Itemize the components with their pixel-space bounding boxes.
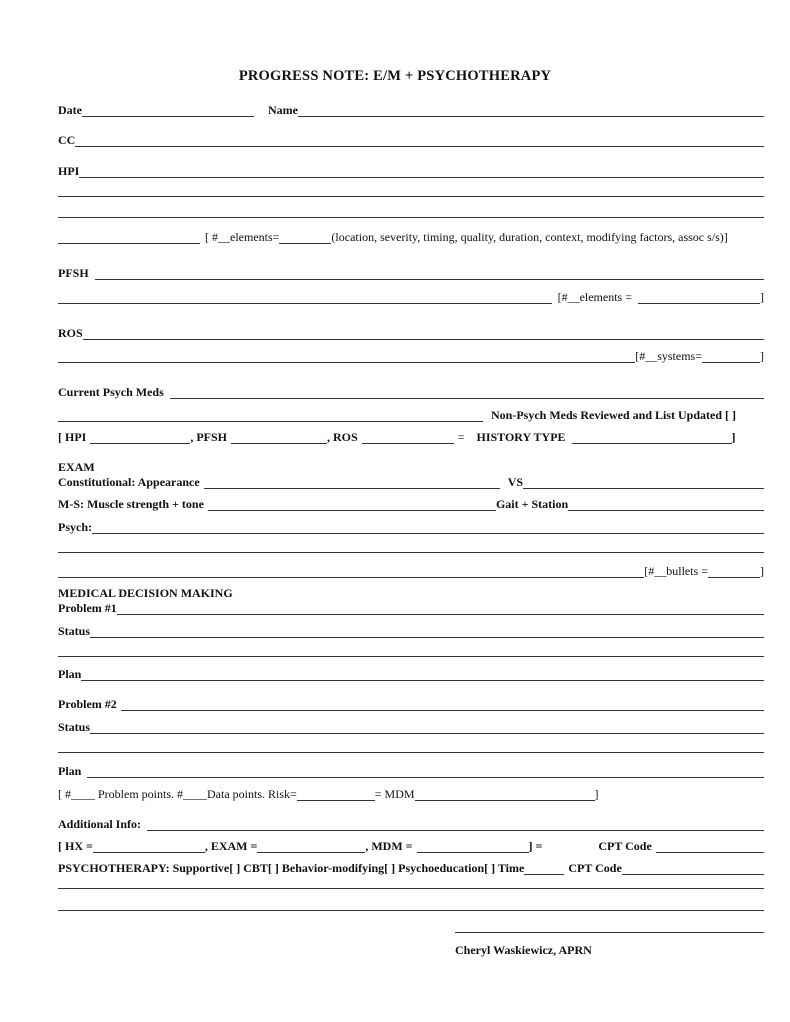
name-field[interactable]	[298, 105, 764, 117]
status1-field[interactable]	[90, 626, 764, 638]
status1-row	[58, 622, 764, 638]
hpi-line-3[interactable]	[58, 217, 764, 218]
additional-info-row	[58, 815, 764, 831]
hist-equals: =	[457, 430, 465, 444]
hist-ros-field[interactable]	[362, 432, 454, 444]
vs-label: VS	[507, 475, 524, 489]
sum-hx-field[interactable]	[93, 841, 205, 853]
sum-exam-field[interactable]	[257, 841, 365, 853]
hist-pfsh-label: , PFSH	[190, 430, 228, 444]
history-close: ]	[731, 430, 736, 444]
status2-row	[58, 718, 764, 734]
status2-line-2[interactable]	[58, 752, 764, 753]
psych-line-3[interactable]	[58, 566, 644, 578]
cc-row	[58, 131, 764, 147]
status2-label: Status	[58, 720, 91, 734]
psychotherapy-label: PSYCHOTHERAPY: Supportive[ ] CBT[ ] Behavior-modifying[ ] Psychoeducation[ ] Time	[58, 861, 525, 875]
time-field[interactable]	[524, 863, 564, 875]
pfsh-close: ]	[760, 290, 764, 304]
ros-row	[58, 324, 764, 340]
cc-label: CC	[58, 133, 76, 147]
gait-label: Gait + Station	[495, 497, 569, 511]
ros-line-2[interactable]	[58, 351, 635, 363]
history-type-label: HISTORY TYPE	[476, 430, 566, 444]
psych-meds-line-2[interactable]	[58, 410, 483, 422]
appearance-field[interactable]	[204, 477, 500, 489]
plan1-field[interactable]	[81, 669, 764, 681]
summary-row	[58, 837, 764, 853]
status1-line-2[interactable]	[58, 656, 764, 657]
ros-systems-count[interactable]	[702, 351, 760, 363]
cpt-code-2-field[interactable]	[622, 863, 764, 875]
psych-label: Psych:	[58, 520, 92, 534]
constitutional-row	[58, 473, 764, 489]
problem1-field[interactable]	[117, 603, 764, 615]
points-row	[58, 785, 764, 801]
hpi-elements-label: [ #__elements=	[205, 230, 280, 244]
exam-heading: EXAM	[58, 460, 95, 474]
vs-field[interactable]	[523, 477, 764, 489]
page-title: PROGRESS NOTE: E/M + PSYCHOTHERAPY	[238, 68, 552, 84]
cpt-code-field[interactable]	[656, 841, 764, 853]
bullets-count[interactable]	[708, 566, 760, 578]
psychotherapy-row	[58, 859, 764, 875]
history-type-row	[58, 428, 764, 444]
points-mdm-field[interactable]	[415, 789, 595, 801]
notes-line-1[interactable]	[58, 888, 764, 889]
ros-field[interactable]	[83, 328, 764, 340]
problem1-row	[58, 599, 764, 615]
psych-exam-row	[58, 518, 764, 534]
hpi-line-2[interactable]	[58, 196, 764, 197]
psych-meds-field[interactable]	[170, 387, 764, 399]
ms-label: M-S: Muscle strength + tone	[58, 497, 204, 511]
hpi-elements-desc: (location, severity, timing, quality, duration, context, modifying factors, assoc s/s)]	[331, 230, 728, 244]
plan1-row	[58, 665, 764, 681]
signature-name: Cheryl Waskiewicz, APRN	[455, 943, 592, 957]
psych-line-2[interactable]	[58, 552, 764, 553]
cc-field[interactable]	[75, 135, 764, 147]
sum-mdm-field[interactable]	[417, 841, 529, 853]
hist-hpi-field[interactable]	[90, 432, 190, 444]
hpi-label: HPI	[58, 164, 80, 178]
plan2-label: Plan	[58, 764, 82, 778]
pfsh-elements-count[interactable]	[638, 292, 760, 304]
date-field[interactable]	[82, 105, 254, 117]
date-name-row	[58, 101, 764, 117]
hpi-line-4[interactable]	[58, 232, 200, 244]
additional-info-field[interactable]	[147, 819, 764, 831]
problem2-row	[58, 695, 764, 711]
risk-field[interactable]	[297, 789, 375, 801]
problem1-label: Problem #1	[58, 601, 117, 615]
non-psych-meds-row	[58, 406, 764, 422]
hist-hpi-label: [ HPI	[58, 430, 87, 444]
plan2-row	[58, 762, 764, 778]
pfsh-label: PFSH	[58, 266, 89, 280]
mdm-heading: MEDICAL DECISION MAKING	[58, 586, 233, 600]
name-label: Name	[268, 103, 298, 117]
hpi-elements-count[interactable]	[279, 232, 331, 244]
pfsh-elements-row	[58, 288, 764, 304]
sum-mdm-label: , MDM =	[365, 839, 413, 853]
date-label: Date	[58, 103, 82, 117]
plan2-field[interactable]	[87, 766, 764, 778]
psych-meds-row	[58, 383, 764, 399]
exam-header-row	[58, 458, 764, 474]
ms-field[interactable]	[208, 499, 496, 511]
problem2-label: Problem #2	[58, 697, 117, 711]
bullets-close: ]	[760, 564, 764, 578]
status2-field[interactable]	[90, 722, 764, 734]
pfsh-line-2[interactable]	[58, 292, 552, 304]
non-psych-meds-checkbox[interactable]: Non-Psych Meds Reviewed and List Updated [ ]	[491, 408, 737, 422]
psych-field[interactable]	[92, 522, 764, 534]
problem2-field[interactable]	[121, 699, 764, 711]
pfsh-field[interactable]	[95, 268, 764, 280]
points-label: [ #____ Problem points. #____Data points. Risk=	[58, 787, 297, 801]
hpi-elements-row	[58, 228, 764, 244]
sum-hx-label: [ HX =	[58, 839, 93, 853]
pfsh-row	[58, 264, 764, 280]
constitutional-label: Constitutional: Appearance	[58, 475, 200, 489]
sum-exam-label: , EXAM =	[204, 839, 258, 853]
plan1-label: Plan	[58, 667, 82, 681]
points-close: ]	[594, 787, 599, 801]
psych-meds-label: Current Psych Meds	[58, 385, 164, 399]
hpi-field[interactable]	[79, 166, 764, 178]
status1-label: Status	[58, 624, 91, 638]
additional-info-label: Additional Info:	[58, 817, 142, 831]
points-mdm-label: = MDM	[374, 787, 415, 801]
hpi-row	[58, 162, 764, 178]
ros-close: ]	[760, 349, 764, 363]
ros-systems-label: [#__systems=	[635, 349, 702, 363]
ros-systems-row	[58, 347, 764, 363]
mdm-header-row	[58, 584, 764, 600]
gait-field[interactable]	[568, 499, 764, 511]
bullets-label: [#__bullets =	[644, 564, 708, 578]
ms-row	[58, 495, 764, 511]
history-type-field[interactable]	[572, 432, 732, 444]
cpt-code-label: CPT Code	[598, 839, 652, 853]
pfsh-elements-label: [#__elements =	[557, 290, 632, 304]
bullets-row	[58, 562, 764, 578]
cpt-code-2-label: CPT Code	[568, 861, 622, 875]
signature-line[interactable]	[455, 932, 764, 933]
sum-close: ] =	[528, 839, 543, 853]
hist-pfsh-field[interactable]	[231, 432, 327, 444]
hist-ros-label: , ROS	[327, 430, 358, 444]
ros-label: ROS	[58, 326, 83, 340]
notes-line-2[interactable]	[58, 910, 764, 911]
